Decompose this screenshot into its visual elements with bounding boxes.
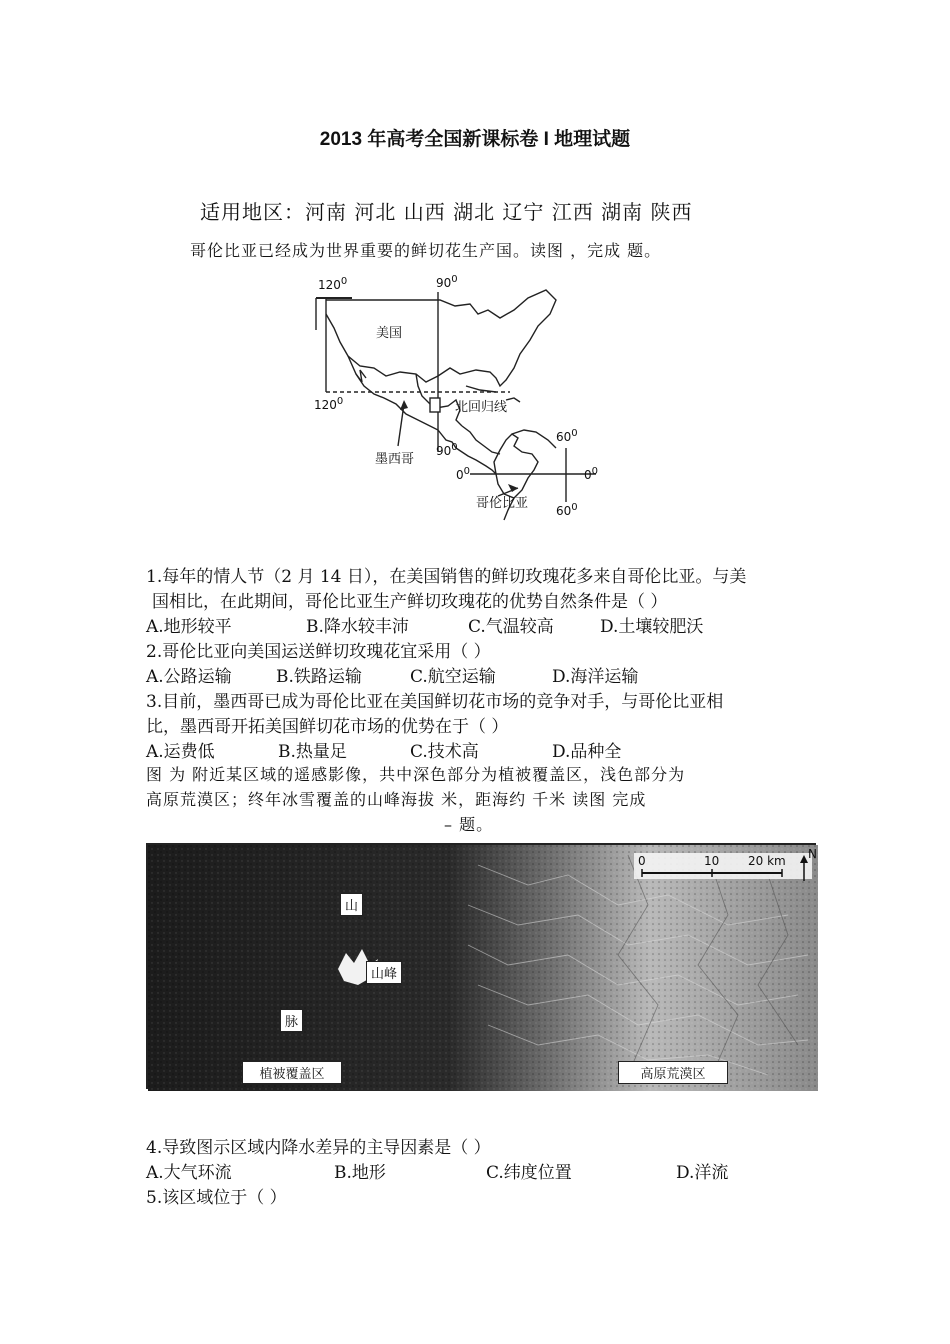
lon-90-top-label: $90^0$: [436, 274, 458, 290]
lon-60-top-label: $60^0$: [556, 428, 578, 444]
q2-option-a: A.公路运输: [146, 667, 232, 687]
applicable-regions: 适用地区：河南 河北 山西 湖北 辽宁 江西 湖南 陕西: [200, 200, 693, 224]
q3-option-a: A.运费低: [146, 742, 215, 762]
peak-label: 山峰: [366, 961, 402, 984]
mountain-range-label-bottom: 脉: [280, 1009, 303, 1032]
q4-option-b: B.地形: [334, 1163, 386, 1183]
q2-option-b: B.铁路运输: [276, 667, 362, 687]
scale-20km: 20 km: [748, 854, 786, 868]
mountain-range-label-top: 山: [340, 893, 363, 916]
q1-option-c: C.气温较高: [468, 617, 554, 637]
q3-option-c: C.技术高: [410, 742, 479, 762]
tropic-label: 北回归线: [455, 400, 508, 415]
q4-option-d: D.洋流: [676, 1163, 729, 1183]
scale-10: 10: [704, 854, 720, 868]
q3-line2: 比，墨西哥开拓美国鲜切花市场的优势在于（ ）: [146, 717, 509, 737]
q3-option-d: D.品种全: [552, 742, 622, 762]
colombia-label: 哥伦比亚: [476, 496, 529, 511]
usa-label: 美国: [376, 326, 403, 341]
q1-line2: 国相比，在此期间，哥伦比亚生产鲜切玫瑰花的优势自然条件是（ ）: [152, 592, 668, 612]
passage2-line2: 高原荒漠区；终年冰雪覆盖的山峰海拔 米，距海约 千米 读图 完成: [146, 790, 647, 809]
passage2-line1: 图 为 附近某区域的遥感影像，共中深色部分为植被覆盖区，浅色部分为: [146, 765, 686, 784]
passage2-line3: – 题。: [444, 815, 494, 834]
q3-line1: 3.目前，墨西哥已成为哥伦比亚在美国鲜切花市场的竞争对手，与哥伦比亚相: [146, 692, 724, 712]
q3-option-b: B.热量足: [278, 742, 347, 762]
q4-option-c: C.纬度位置: [486, 1163, 572, 1183]
mexico-label: 墨西哥: [375, 452, 415, 467]
passage-intro: 哥伦比亚已经成为世界重要的鲜切花生产国。读图 ，完成 题。: [190, 241, 662, 260]
q2-option-c: C.航空运输: [410, 667, 496, 687]
lon-120-bottom-label: $120^0$: [314, 396, 344, 412]
scale-0: 0: [638, 854, 646, 868]
q1-option-a: A.地形较平: [146, 617, 232, 637]
desert-zone-label: 高原荒漠区: [618, 1061, 728, 1084]
q4-option-a: A.大气环流: [146, 1163, 232, 1183]
q2-line: 2.哥伦比亚向美国运送鲜切玫瑰花宜采用（ ）: [146, 642, 491, 662]
lon-90-bottom-label: $90^0$: [436, 442, 458, 458]
vegetation-zone-label: 植被覆盖区: [242, 1061, 342, 1084]
lon-120-top-label: $120^0$: [318, 276, 348, 292]
q5-line: 5.该区域位于（ ）: [146, 1188, 287, 1208]
remote-sensing-image: [146, 843, 816, 1089]
equator-left-label: $0^0$: [456, 466, 471, 482]
lon-60-bottom-label: $60^0$: [556, 502, 578, 518]
q4-line: 4.导致图示区域内降水差异的主导因素是（ ）: [146, 1138, 491, 1158]
page-title: 2013 年高考全国新课标卷 I 地理试题: [319, 129, 631, 150]
equator-right-label: $0^0$: [584, 466, 599, 482]
q1-option-d: D.土壤较肥沃: [600, 617, 704, 637]
north-arrow-icon: N: [808, 847, 817, 861]
q2-option-d: D.海洋运输: [552, 667, 639, 687]
q1-line1: 1.每年的情人节（2 月 14 日），在美国销售的鲜切玫瑰花多来自哥伦比亚。与美: [146, 567, 747, 587]
q1-option-b: B.降水较丰沛: [306, 617, 409, 637]
